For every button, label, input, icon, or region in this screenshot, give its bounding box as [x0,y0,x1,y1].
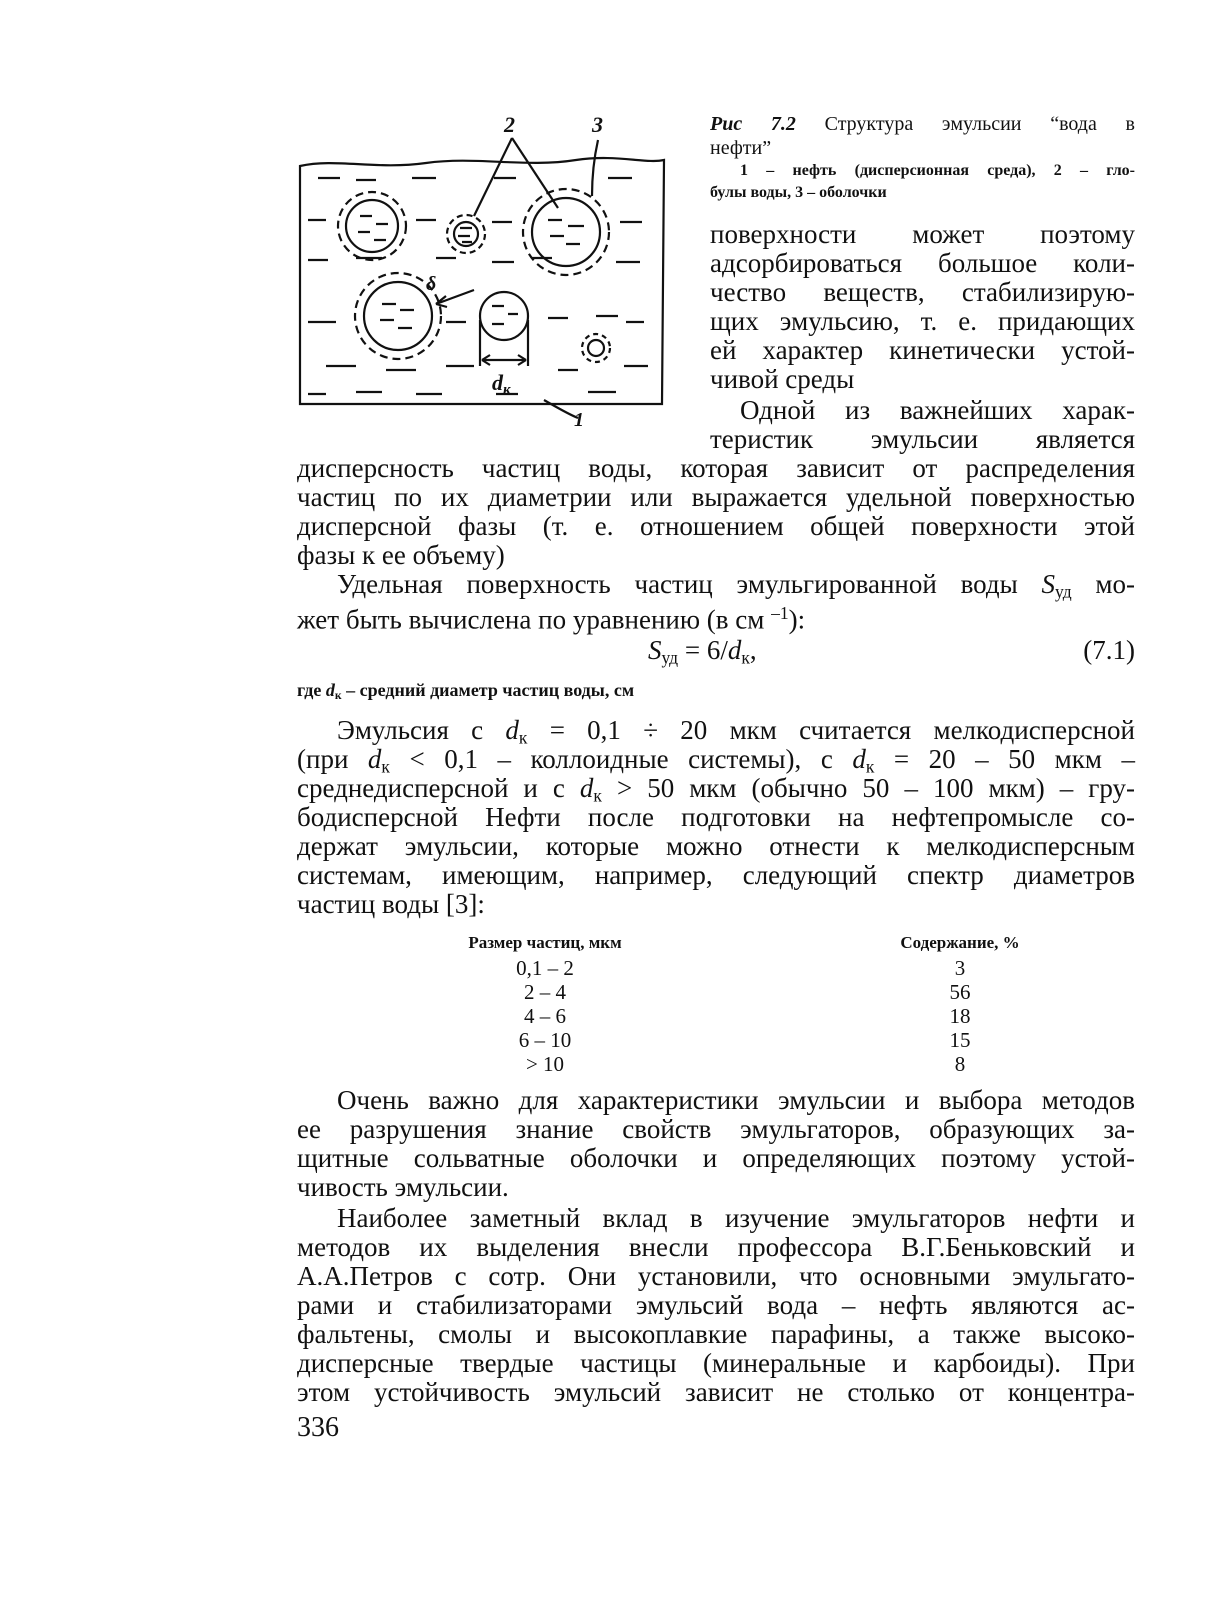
text-line: дисперсные твердые частицы (минеральные и карбоиды). При [297,1348,1135,1378]
table-cell-size: 2 – 4 [524,980,566,1004]
text-line: держат эмульсии, которые можно отнести к мелкодисперсным [297,831,1135,861]
table-row [440,1004,1060,1028]
text-line: частиц по их диаметрии или выражается удельной поверхностью [297,482,1135,512]
table-row [440,956,1060,980]
figure-label-dk: dк [492,370,511,398]
emulsion-figure [296,108,668,432]
paragraph-2-full [297,454,1135,570]
equation-number: (7.1) [1083,635,1135,665]
table-row [440,1052,1060,1076]
figure-label-2: 2 [504,112,515,137]
figure-caption [710,112,1135,204]
table-cell-size: > 10 [525,1052,565,1076]
text-line: Очень важно для характеристики эмульсии и выбора методов [337,1085,1135,1115]
paragraph-1 [710,220,1135,394]
table-cell-content: 56 [949,980,971,1004]
text-line: фазы к ее объему) [297,540,505,570]
equation-where-line: где $d_к$ – средний диаметр частиц воды, см [297,680,635,702]
text-line: поверхности может поэтому [710,219,1135,249]
text-line: системам, имеющим, например, следующий спектр диаметров [297,860,1135,890]
figure-label-1: 1 [574,409,584,431]
text-line: (при $d_к < 0,1$ – коллоидные системы), с $d_к = 20 - 50$ мкм – [297,744,1135,777]
paragraph-5 [297,1086,1135,1202]
text-line: чивость эмульсии. [297,1172,509,1202]
text-line: жет быть вычислена по уравнению (в см $^{-1}$): [297,603,806,635]
table-row [440,980,1060,1004]
text-line: теристик эмульсии является [710,424,1135,454]
text-line: Наиболее заметный вклад в изучение эмульгаторов нефти и [337,1203,1135,1233]
text-line: ее разрушения знание свойств эмульгаторов, образующих за- [297,1114,1135,1144]
text-line: методов их выделения внесли профессора В.Г.Беньковский и [297,1232,1135,1262]
text-line: частиц воды [3]: [297,889,485,919]
table-row [440,1028,1060,1052]
figure-label-delta: δ [426,273,437,295]
paragraph-2-short [710,396,1135,454]
text-line: фальтены, смолы и высокоплавкие парафины, а также высоко- [297,1319,1135,1349]
text-line: ей характер кинетически устой- [710,335,1135,365]
text-line: Одной из важнейших харак- [740,395,1135,425]
caption-legend-line1: 1 – нефть (дисперсионная среда), 2 – гло- [740,162,1135,179]
text-line: бодисперсной Нефти после подготовки на нефтепромысле со- [297,802,1135,832]
text-line: дисперсной фазы (т. е. отношением общей поверхности этой [297,511,1135,541]
text-line: чество веществ, стабилизирую- [710,277,1135,307]
table-header-size: Размер частиц, мкм [468,933,622,952]
table-header-row [440,930,1060,956]
text-line: Эмульсия с $d_к = 0,1 \div 20$ мкм считается мелкодисперсной [337,715,1135,748]
paragraph-3 [297,569,1135,635]
text-line: Удельная поверхность частиц эмульгированной воды $S_{уд}$ мо- [337,569,1135,602]
table-cell-size: 6 – 10 [518,1028,572,1052]
table-cell-content: 3 [954,956,966,980]
page-number: 336 [297,1412,339,1443]
equation-7-1: $S_{уд} = 6/d_к$, [648,635,757,668]
table-cell-size: 4 – 6 [524,1004,566,1028]
caption-title-line2: нефти” [710,137,772,159]
text-line: щитные сольватные оболочки и определяющих поэтому устой- [297,1143,1135,1173]
text-line: дисперсность частиц воды, которая зависит от распределения [297,453,1135,483]
paragraph-6 [297,1204,1135,1407]
table-cell-size: 0,1 – 2 [516,956,574,980]
particle-size-table [440,930,1060,1076]
table-header-content: Содержание, % [900,933,1020,952]
text-line: этом устойчивость эмульсий зависит не столько от концентра- [297,1377,1135,1407]
table-cell-content: 18 [949,1004,971,1028]
text-line: среднедисперсной и с $d_к > 50$ мкм (обычно 50 – 100 мкм) – гру- [297,773,1135,806]
paragraph-4 [297,716,1135,919]
table-cell-content: 8 [954,1052,966,1076]
text-line: рами и стабилизаторами эмульсий вода – нефть являются ас- [297,1290,1135,1320]
text-line: адсорбироваться большое коли- [710,248,1135,278]
text-line: А.А.Петров с сотр. Они установили, что основными эмульгато- [297,1261,1135,1291]
table-cell-content: 15 [949,1028,971,1052]
caption-title-line1: Рис 7.2 Структура эмульсии “вода в [710,113,1135,135]
figure-label-3: 3 [592,112,603,137]
text-line: чивой среды [710,364,855,394]
text-line: щих эмульсию, т. е. придающих [710,306,1135,336]
caption-legend-line2: булы воды, 3 – оболочки [710,184,887,201]
